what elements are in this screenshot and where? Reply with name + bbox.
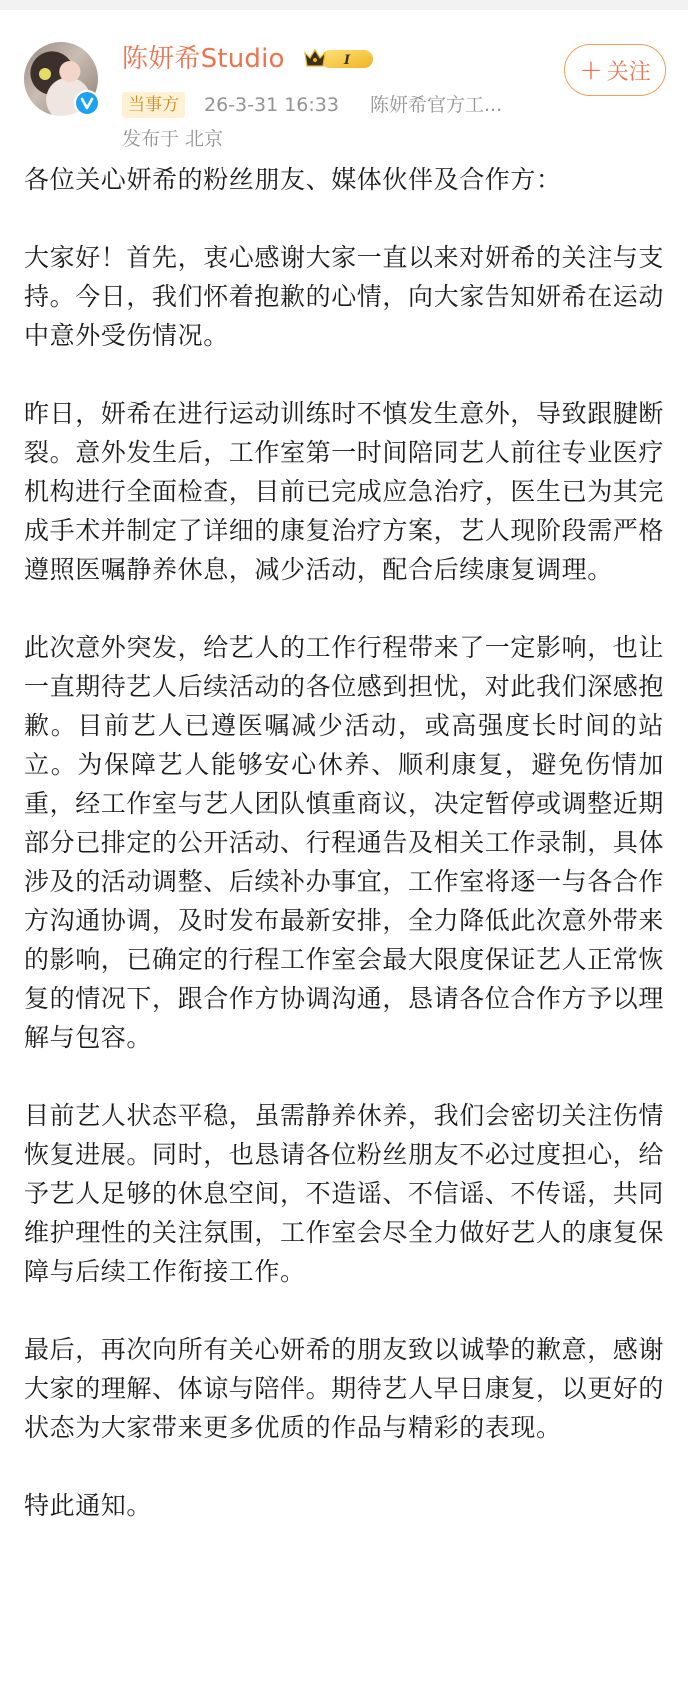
avatar-flower-decoration — [39, 68, 51, 80]
post-paragraph: 各位关心妍希的粉丝朋友、媒体伙伴及合作方： — [24, 165, 562, 194]
post-time: 26-3-31 16:33 — [204, 94, 339, 116]
verified-icon — [74, 90, 100, 116]
top-divider-bar — [0, 0, 688, 10]
vip-level-text: I — [343, 53, 351, 68]
follow-label: 关注 — [606, 59, 651, 85]
follow-button[interactable] — [564, 44, 666, 96]
post-body — [24, 160, 664, 1564]
author-name[interactable]: 陈妍希Studio — [122, 44, 285, 74]
crown-level-badge-icon[interactable] — [303, 46, 377, 72]
post-paragraph: 目前艺人状态平稳，虽需静养休养，我们会密切关注伤情恢复进展。同时，也恳请各位粉丝朋友不必过度担心，给予艺人足够的休息空间，不造谣、不信谣、不传谣，共同维护理性的关注氛围，工作室会尽全力做好艺人的康复保障与后续工作衔接工作。 — [24, 1101, 665, 1286]
source-type-tag: 当事方 — [122, 92, 185, 118]
post-paragraph: 昨日，妍希在进行运动训练时不慎发生意外，导致跟腱断裂。意外发生后，工作室第一时间陪同艺人前往专业医疗机构进行全面检查，目前已完成应急治疗，医生已为其完成手术并制定了详细的康复治疗方案，艺人现阶段需严格遵照医嘱静养休息，减少活动，配合后续康复调理。 — [24, 399, 665, 584]
post-source[interactable]: 陈妍希官方工... — [370, 94, 503, 116]
post-paragraph: 大家好！首先，衷心感谢大家一直以来对妍希的关注与支持。今日，我们怀着抱歉的心情，向大家告知妍希在运动中意外受伤情况。 — [24, 243, 665, 350]
plus-icon: + — [579, 53, 603, 86]
post-paragraph: 最后，再次向所有关心妍希的朋友致以诚挚的歉意，感谢大家的理解、体谅与陪伴。期待艺人早日康复，以更好的状态为大家带来更多优质的作品与精彩的表现。 — [24, 1335, 665, 1442]
post-header — [0, 10, 688, 150]
post-paragraph: 特此通知。 — [24, 1491, 153, 1520]
post-location: 发布于 北京 — [122, 128, 224, 150]
post-paragraph: 此次意外突发，给艺人的工作行程带来了一定影响，也让一直期待艺人后续活动的各位感到担忧，对此我们深感抱歉。目前艺人已遵医嘱减少活动，或高强度长时间的站立。为保障艺人能够安心休养、顺利康复，避免伤情加重，经工作室与艺人团队慎重商议，决定暂停或调整近期部分已排定的公开活动、行程通告及相关工作录制，具体涉及的活动调整、后续补办事宜，工作室将逐一与各合作方沟通协调，及时发布最新安排，全力降低此次意外带来的影响，已确定的行程工作室会最大限度保证艺人正常恢复的情况下，跟合作方协调沟通，恳请各位合作方予以理解与包容。 — [24, 633, 665, 1052]
